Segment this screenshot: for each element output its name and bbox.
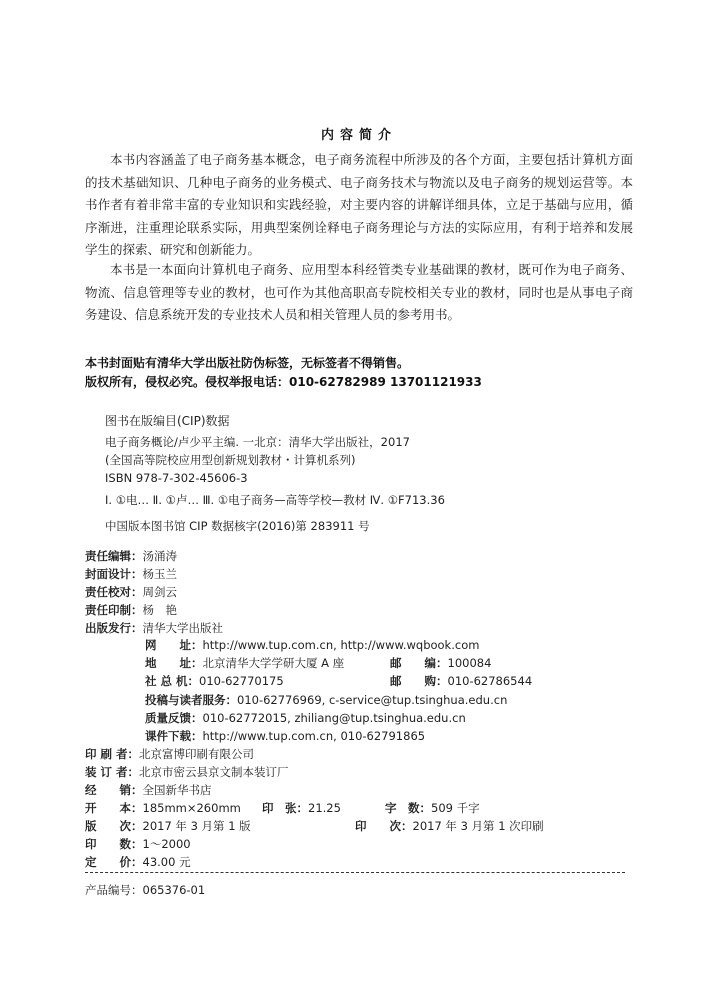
- credit-cover-label: 封面设计：: [85, 567, 143, 581]
- intro-title: 内容简介: [320, 128, 397, 143]
- dashed-divider: [85, 872, 625, 873]
- credit-printer: [85, 746, 254, 762]
- credit-edition: [85, 818, 251, 834]
- anti-counterfeit-notice: 本书封面贴有清华大学出版社防伪标签，无标签者不得销售。: [85, 356, 410, 370]
- contact-quality-label: 质量反馈：: [145, 711, 203, 725]
- contact-courseware-label: 课件下载：: [145, 729, 203, 743]
- credit-binder-value: 北京市密云县京文制本装订厂: [139, 765, 289, 779]
- credit-cover-value: 杨玉兰: [142, 567, 177, 581]
- credit-distributor-label: 经 销：: [85, 783, 143, 797]
- cip-line-classification: Ⅰ. ①电… Ⅱ. ①卢… Ⅲ. ①电子商务—高等学校—教材 Ⅳ. ①F713.36: [105, 493, 445, 507]
- credit-price-label: 定 价：: [85, 855, 143, 869]
- credit-format-label: 开 本：: [85, 801, 143, 815]
- credit-format: [85, 800, 241, 816]
- credit-impression-value: 2017 年 3 月第 1 次印刷: [412, 819, 544, 833]
- credit-editor-value: 汤涌涛: [142, 549, 177, 563]
- cip-heading: 图书在版编目(CIP)数据: [105, 414, 230, 428]
- intro-paragraph-2: 本书是一本面向计算机电子商务、应用型本科经管类专业基础课的教材，既可作为电子商务、物流、信息管理等专业的教材，也可作为其他高职高专院校相关专业的教材，同时也是从事电子商务建设、信息系统开发的专业技术人员和相关管理人员的参考用书。: [85, 262, 633, 322]
- credit-edition-label: 版 次：: [85, 819, 143, 833]
- credit-publisher-label: 出版发行：: [85, 621, 143, 635]
- credit-sheets-label: 印 张：: [262, 801, 308, 815]
- credit-words: [385, 800, 480, 816]
- contact-web-value: http://www.tup.com.cn, http://www.wqbook.com: [202, 638, 480, 652]
- credit-copies-label: 印 数：: [85, 837, 143, 851]
- credit-editor-label: 责任编辑：: [85, 549, 143, 563]
- contact-service: [145, 692, 507, 708]
- credit-words-value: 509 千字: [431, 801, 480, 815]
- cip-line-title: 电子商务概论/卢少平主编. 一北京：清华大学出版社，2017: [105, 435, 410, 449]
- credit-editor: [85, 548, 177, 564]
- credit-binder-label: 装 订 者：: [85, 765, 140, 779]
- credit-proof: [85, 584, 177, 600]
- contact-quality: [145, 710, 466, 726]
- contact-switchboard-label: 社 总 机：: [145, 674, 200, 688]
- contact-switchboard: [145, 673, 284, 689]
- credit-print-resp-value: 杨 艳: [142, 603, 177, 617]
- contact-quality-value: 010-62772015, zhiliang@tup.tsinghua.edu.cn: [202, 711, 466, 725]
- credit-publisher: [85, 620, 223, 636]
- credit-distributor-value: 全国新华书店: [142, 783, 212, 797]
- product-code-value: 065376-01: [142, 883, 206, 897]
- contact-courseware: [145, 728, 425, 744]
- credit-copies-value: 1～2000: [142, 837, 191, 851]
- intro-paragraph-1: 本书内容涵盖了电子商务基本概念，电子商务流程中所涉及的各个方面，主要包括计算机方面的技术基础知识、几种电子商务的业务模式、电子商务技术与物流以及电子商务的规划运营等。本书作者有着非常丰富的专业知识和实践经验，对主要内容的讲解详细具体，立足于基础与应用，循序渐进，注重理论联系实际，用典型案例诠释电子商务理论与方法的实际应用，有利于培养和发展学生的探索、研究和创新能力。: [85, 152, 633, 257]
- product-code: [85, 882, 205, 898]
- credit-price: [85, 854, 191, 870]
- contact-service-label: 投稿与读者服务：: [145, 693, 237, 707]
- cip-line-series: (全国高等院校应用型创新规划教材・计算机系列): [105, 453, 356, 467]
- credit-sheets: [262, 800, 341, 816]
- contact-mailorder-value: 010-62786544: [447, 674, 533, 688]
- contact-mailorder-label: 邮 购：: [390, 674, 448, 688]
- credit-edition-value: 2017 年 3 月第 1 版: [142, 819, 251, 833]
- credit-proof-value: 周剑云: [142, 585, 177, 599]
- cip-line-isbn: ISBN 978-7-302-45606-3: [105, 471, 248, 485]
- credit-publisher-value: 清华大学出版社: [142, 621, 223, 635]
- credit-words-label: 字 数：: [385, 801, 431, 815]
- credit-proof-label: 责任校对：: [85, 585, 143, 599]
- contact-service-value: 010-62776969, c-service@tup.tsinghua.edu.cn: [237, 693, 508, 707]
- contact-web: [145, 637, 479, 653]
- credit-print-resp-label: 责任印制：: [85, 603, 143, 617]
- credit-print-resp: [85, 602, 177, 618]
- contact-courseware-value: http://www.tup.com.cn, 010-62791865: [202, 729, 426, 743]
- contact-address-value: 北京清华大学学研大厦 A 座: [202, 656, 345, 670]
- product-code-label: 产品编号：: [85, 883, 143, 897]
- contact-postcode: [390, 655, 491, 671]
- contact-web-label: 网 址：: [145, 638, 203, 652]
- credit-distributor: [85, 782, 212, 798]
- credit-impression-label: 印 次：: [355, 819, 413, 833]
- contact-address-label: 地 址：: [145, 656, 203, 670]
- credit-sheets-value: 21.25: [308, 801, 341, 815]
- contact-postcode-value: 100084: [447, 656, 492, 670]
- cip-line-record-number: 中国版本图书馆 CIP 数据核字(2016)第 283911 号: [105, 519, 370, 533]
- credit-copies: [85, 836, 191, 852]
- credit-impression: [355, 818, 544, 834]
- credit-printer-label: 印 刷 者：: [85, 747, 140, 761]
- copyright-notice: 版权所有，侵权必究。侵权举报电话：010-62782989 13701121933: [85, 375, 482, 389]
- contact-mailorder: [390, 673, 532, 689]
- credit-format-value: 185mm×260mm: [142, 801, 241, 815]
- credit-binder: [85, 764, 289, 780]
- contact-postcode-label: 邮 编：: [390, 656, 448, 670]
- credit-cover: [85, 566, 177, 582]
- contact-switchboard-value: 010-62770175: [199, 674, 284, 688]
- contact-address: [145, 655, 344, 671]
- credit-printer-value: 北京富博印刷有限公司: [139, 747, 255, 761]
- credit-price-value: 43.00 元: [142, 855, 191, 869]
